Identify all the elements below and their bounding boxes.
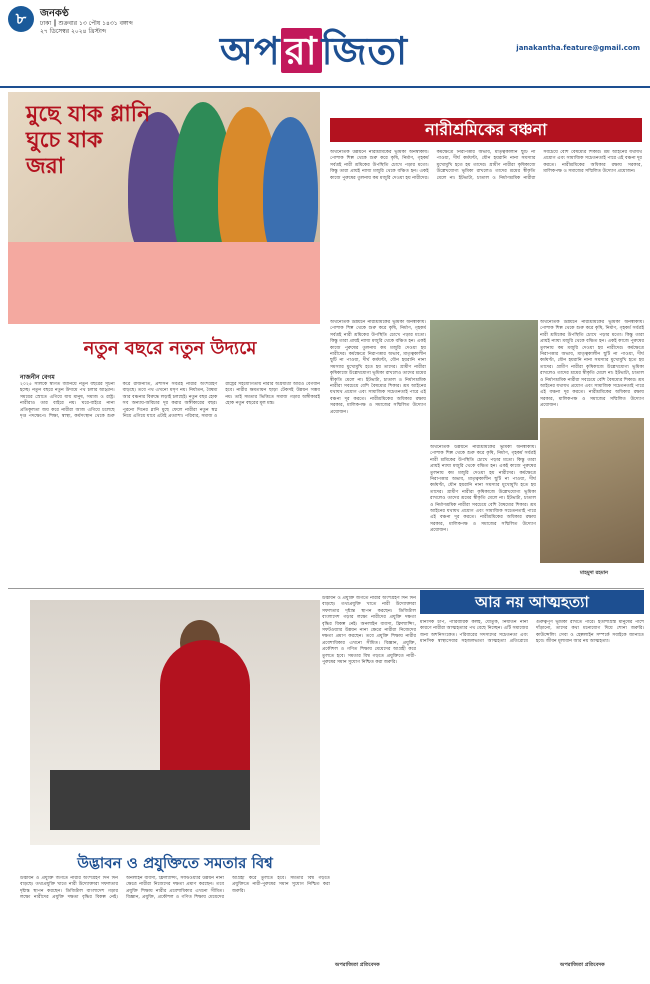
feature-graphic <box>8 92 320 324</box>
feature2-body-cont: অর্থনৈতিক উন্নয়নে নারীশ্রমিকের ভূমিকা অনস্বীকার্য। পোশাক শিল্প থেকে শুরু করে কৃষি, নির্মাণ, গৃহকর্ম সর্বত্রই নারী শ্রমিকের উপস্থিতি চোখে পড়ার মতো। কিন্তু তারা প্রায়ই ন্যায্য মজুরি থেকে বঞ্চিত হন। একই কাজে পুরুষের তুলনায় কম মজুরি দেওয়া হয় নারীদের। কর্মক্ষেত্রে নিরাপত্তার অভাব, মাতৃত্বকালীন ছুটি না পাওয়া, দীর্ঘ কর্মঘণ্টা, যৌন হয়রানি নানা সমস্যার মুখোমুখি হতে হয় তাদের। গ্রামীণ নারীরা কৃষিকাজে উল্লেখযোগ্য ভূমিকা রাখলেও তাদের শ্রমের স্বীকৃতি মেলে না। ইটভাটা, চাতাল ও নির্মাণশ্রমিক নারীরা সবচেয়ে বেশি বৈষম্যের শিকার। শ্রম আইনের যথাযথ প্রয়োগ এবং সামাজিক সচেতনতাই পারে এই বঞ্চনা দূর করতে। নারীশ্রমিকের অধিকার রক্ষায় সরকার, মালিকপক্ষ ও সমাজের সম্মিলিত উদ্যোগ প্রয়োজন। <box>330 320 426 415</box>
logo-left: অপ <box>220 28 281 73</box>
graphic-ground <box>8 242 320 324</box>
logo-right: জিতা <box>321 28 409 73</box>
feature3-headline[interactable]: উদ্ভাবন ও প্রযুক্তিতে সমতার বিশ্ব <box>77 854 273 872</box>
feature1-byline: নাজনীন বেগম <box>20 374 55 381</box>
section-logo <box>220 22 408 86</box>
feature3-body: উদ্ভাবন ও প্রযুক্তি জগতে নারীর অংশগ্রহণ দিন দিন বাড়ছে। তথ্যপ্রযুক্তি খাতে নারী উদ্যোক্তারা সফলতার দৃষ্টান্ত স্থাপন করছেন। ডিজিটাল বাংলাদেশ গড়ার লক্ষ্যে নারীদের প্রযুক্তি দক্ষতা বৃদ্ধির বিকল্প নেই। অনলাইন ব্যবসা, ফ্রিল্যান্সিং, সফটওয়্যার উন্নয়ন নানা ক্ষেত্রে নারীরা নিজেদের দক্ষতা প্রমাণ করছেন। তবে প্রযুক্তি শিক্ষায় নারীর প্রবেশাধিকার এখনো সীমিত। বিজ্ঞান, প্রযুক্তি, প্রকৌশল ও গণিত শিক্ষায় মেয়েদের আগ্রহী করে তুলতে হবে। সমতার বিশ্ব গড়তে প্রযুক্তিতে নারী-পুরুষের সমান সুযোগ নিশ্চিত করা জরুরি। <box>20 876 330 901</box>
logo-mid: রা <box>281 28 322 73</box>
tech-woman-photo <box>30 600 320 845</box>
worker-photo <box>430 320 538 440</box>
section-divider <box>8 588 644 589</box>
feature4-headline[interactable]: আর নয় আত্মহত্যা <box>420 590 644 614</box>
slogan-line-2: ঘুচে যাক <box>26 128 103 153</box>
dateline-english: ২৭ ডিসেম্বর ২০২৪ খ্রিস্টাব্দ <box>40 28 107 35</box>
slogan-line-1: মুছে যাক গ্লানি <box>26 102 151 127</box>
feature1-headline[interactable]: নতুন বছরে নতুন উদ্যমে <box>83 338 257 359</box>
desk-laptop <box>50 770 250 830</box>
paper-name: জনকণ্ঠ <box>40 8 69 19</box>
feature1-body: ২০২৫ সালকে স্বাগত জানিয়ে নতুন বছরের সূচনা হচ্ছে। নতুন বছরে নতুন উদ্যমে পথ চলার আহ্বান। সময়ের স্রোতে এগিয়ে যায় মানুষ, সমাজ ও রাষ্ট্র। নারীরাও তার বাইরে নয়। ঘরে-বাইরে নানা প্রতিকূলতা জয় করে নারীরা আজ এগিয়ে চলেছে দৃপ্ত পদক্ষেপে। শিক্ষা, স্বাস্থ্য, কর্মসংস্থান থেকে শুরু করে রাজনীতি, প্রশাসন সর্বত্রই নারীর অংশগ্রহণ বাড়ছে। তবে পথ এখনো মসৃণ নয়। নির্যাতন, বৈষম্য আর বঞ্চনার বিরুদ্ধে লড়াই চলছেই। নতুন বছর হোক সব অন্যায়-অবিচার দূর করার অঙ্গীকারের বছর। পুরনো দিনের গ্লানি মুছে ফেলে নারীরা নতুন স্বপ্ন নিয়ে এগিয়ে যাবে এটাই প্রত্যাশা। পরিবার, সমাজ ও রাষ্ট্রের সহযোগিতায় নারীর অগ্রযাত্রা আরও বেগবান হবে। নারীর ক্ষমতায়ন ছাড়া টেকসই উন্নয়ন সম্ভব নয়। তাই সমতার ভিত্তিতে সমাজ গড়ার অঙ্গীকারই হোক নতুন বছরের মূল মন্ত্র। <box>20 382 320 420</box>
feature4-author: অপরাজিতা প্রতিবেদক <box>560 962 605 968</box>
feature3-author: অপরাজিতা প্রতিবেদক <box>335 962 380 968</box>
feature2-body: অর্থনৈতিক উন্নয়নে নারীশ্রমিকের ভূমিকা অনস্বীকার্য। পোশাক শিল্প থেকে শুরু করে কৃষি, নির্মাণ, গৃহকর্ম সর্বত্রই নারী শ্রমিকের উপস্থিতি চোখে পড়ার মতো। কিন্তু তারা প্রায়ই ন্যায্য মজুরি থেকে বঞ্চিত হন। একই কাজে পুরুষের তুলনায় কম মজুরি দেওয়া হয় নারীদের। কর্মক্ষেত্রে নিরাপত্তার অভাব, মাতৃত্বকালীন ছুটি না পাওয়া, দীর্ঘ কর্মঘণ্টা, যৌন হয়রানি নানা সমস্যার মুখোমুখি হতে হয় তাদের। গ্রামীণ নারীরা কৃষিকাজে উল্লেখযোগ্য ভূমিকা রাখলেও তাদের শ্রমের স্বীকৃতি মেলে না। ইটভাটা, চাতাল ও নির্মাণশ্রমিক নারীরা সবচেয়ে বেশি বৈষম্যের শিকার। শ্রম আইনের যথাযথ প্রয়োগ এবং সামাজিক সচেতনতাই পারে এই বঞ্চনা দূর করতে। নারীশ্রমিকের অধিকার রক্ষায় সরকার, মালিকপক্ষ ও সমাজের সম্মিলিত উদ্যোগ প্রয়োজন। <box>330 150 642 181</box>
page-number: ৮ <box>8 6 34 32</box>
masthead-rule <box>0 86 650 88</box>
graphic-slogan <box>26 102 150 180</box>
slogan-line-3: জরা <box>26 154 65 179</box>
feature2-body-cont3: অর্থনৈতিক উন্নয়নে নারীশ্রমিকের ভূমিকা অনস্বীকার্য। পোশাক শিল্প থেকে শুরু করে কৃষি, নির্মাণ, গৃহকর্ম সর্বত্রই নারী শ্রমিকের উপস্থিতি চোখে পড়ার মতো। কিন্তু তারা প্রায়ই ন্যায্য মজুরি থেকে বঞ্চিত হন। একই কাজে পুরুষের তুলনায় কম মজুরি দেওয়া হয় নারীদের। কর্মক্ষেত্রে নিরাপত্তার অভাব, মাতৃত্বকালীন ছুটি না পাওয়া, দীর্ঘ কর্মঘণ্টা, যৌন হয়রানি নানা সমস্যার মুখোমুখি হতে হয় তাদের। গ্রামীণ নারীরা কৃষিকাজে উল্লেখযোগ্য ভূমিকা রাখলেও তাদের শ্রমের স্বীকৃতি মেলে না। ইটভাটা, চাতাল ও নির্মাণশ্রমিক নারীরা সবচেয়ে বেশি বৈষম্যের শিকার। শ্রম আইনের যথাযথ প্রয়োগ এবং সামাজিক সচেতনতাই পারে এই বঞ্চনা দূর করতে। নারীশ্রমিকের অধিকার রক্ষায় সরকার, মালিকপক্ষ ও সমাজের সম্মিলিত উদ্যোগ প্রয়োজন। <box>540 320 644 409</box>
feature2-body-cont2: অর্থনৈতিক উন্নয়নে নারীশ্রমিকের ভূমিকা অনস্বীকার্য। পোশাক শিল্প থেকে শুরু করে কৃষি, নির্মাণ, গৃহকর্ম সর্বত্রই নারী শ্রমিকের উপস্থিতি চোখে পড়ার মতো। কিন্তু তারা প্রায়ই ন্যায্য মজুরি থেকে বঞ্চিত হন। একই কাজে পুরুষের তুলনায় কম মজুরি দেওয়া হয় নারীদের। কর্মক্ষেত্রে নিরাপত্তার অভাব, মাতৃত্বকালীন ছুটি না পাওয়া, দীর্ঘ কর্মঘণ্টা, যৌন হয়রানি নানা সমস্যার মুখোমুখি হতে হয় তাদের। গ্রামীণ নারীরা কৃষিকাজে উল্লেখযোগ্য ভূমিকা রাখলেও তাদের শ্রমের স্বীকৃতি মেলে না। ইটভাটা, চাতাল ও নির্মাণশ্রমিক নারীরা সবচেয়ে বেশি বৈষম্যের শিকার। শ্রম আইনের যথাযথ প্রয়োগ এবং সামাজিক সচেতনতাই পারে এই বঞ্চনা দূর করতে। নারীশ্রমিকের অধিকার রক্ষায় সরকার, মালিকপক্ষ ও সমাজের সম্মিলিত উদ্যোগ প্রয়োজন। <box>430 445 536 534</box>
feature2-headline[interactable]: নারীশ্রমিকের বঞ্চনা <box>330 118 642 142</box>
feature2-author: মাহমুদা রহমান <box>580 570 609 576</box>
contact-email[interactable]: janakantha.feature@gmail.com <box>516 44 640 52</box>
worker-photo-2 <box>540 418 644 563</box>
feature3-body-side: উদ্ভাবন ও প্রযুক্তি জগতে নারীর অংশগ্রহণ দিন দিন বাড়ছে। তথ্যপ্রযুক্তি খাতে নারী উদ্যোক্তারা সফলতার দৃষ্টান্ত স্থাপন করছেন। ডিজিটাল বাংলাদেশ গড়ার লক্ষ্যে নারীদের প্রযুক্তি দক্ষতা বৃদ্ধির বিকল্প নেই। অনলাইন ব্যবসা, ফ্রিল্যান্সিং, সফটওয়্যার উন্নয়ন নানা ক্ষেত্রে নারীরা নিজেদের দক্ষতা প্রমাণ করছেন। তবে প্রযুক্তি শিক্ষায় নারীর প্রবেশাধিকার এখনো সীমিত। বিজ্ঞান, প্রযুক্তি, প্রকৌশল ও গণিত শিক্ষায় মেয়েদের আগ্রহী করে তুলতে হবে। সমতার বিশ্ব গড়তে প্রযুক্তিতে নারী-পুরুষের সমান সুযোগ নিশ্চিত করা জরুরি। <box>322 596 416 666</box>
dateline: ঢাকা ║ শুক্রবার ১৩ পৌষ ১৪৩১ বঙ্গাব্দ <box>40 20 133 27</box>
feature4-body: মানসিক চাপ, পারিবারিক কলহ, যৌতুক, নির্যাতন নানা কারণে নারীরা আত্মহত্যার পথ বেছে নিচ্ছেন। এটি সমাজের জন্য অশনিসংকেত। পরিবারের সদস্যদের সচেতনতা এবং মানসিক স্বাস্থ্যসেবার সহজলভ্যতা আত্মহত্যা প্রতিরোধে গুরুত্বপূর্ণ ভূমিকা রাখতে পারে। হতাশাগ্রস্ত মানুষের পাশে দাঁড়ানো, তাদের কথা মনোযোগ দিয়ে শোনা জরুরি। কাউন্সেলিং সেবা ও হেল্পলাইন সম্পর্কে সবাইকে জানাতে হবে। জীবন মূল্যবান আর নয় আত্মহত্যা। <box>420 620 644 645</box>
